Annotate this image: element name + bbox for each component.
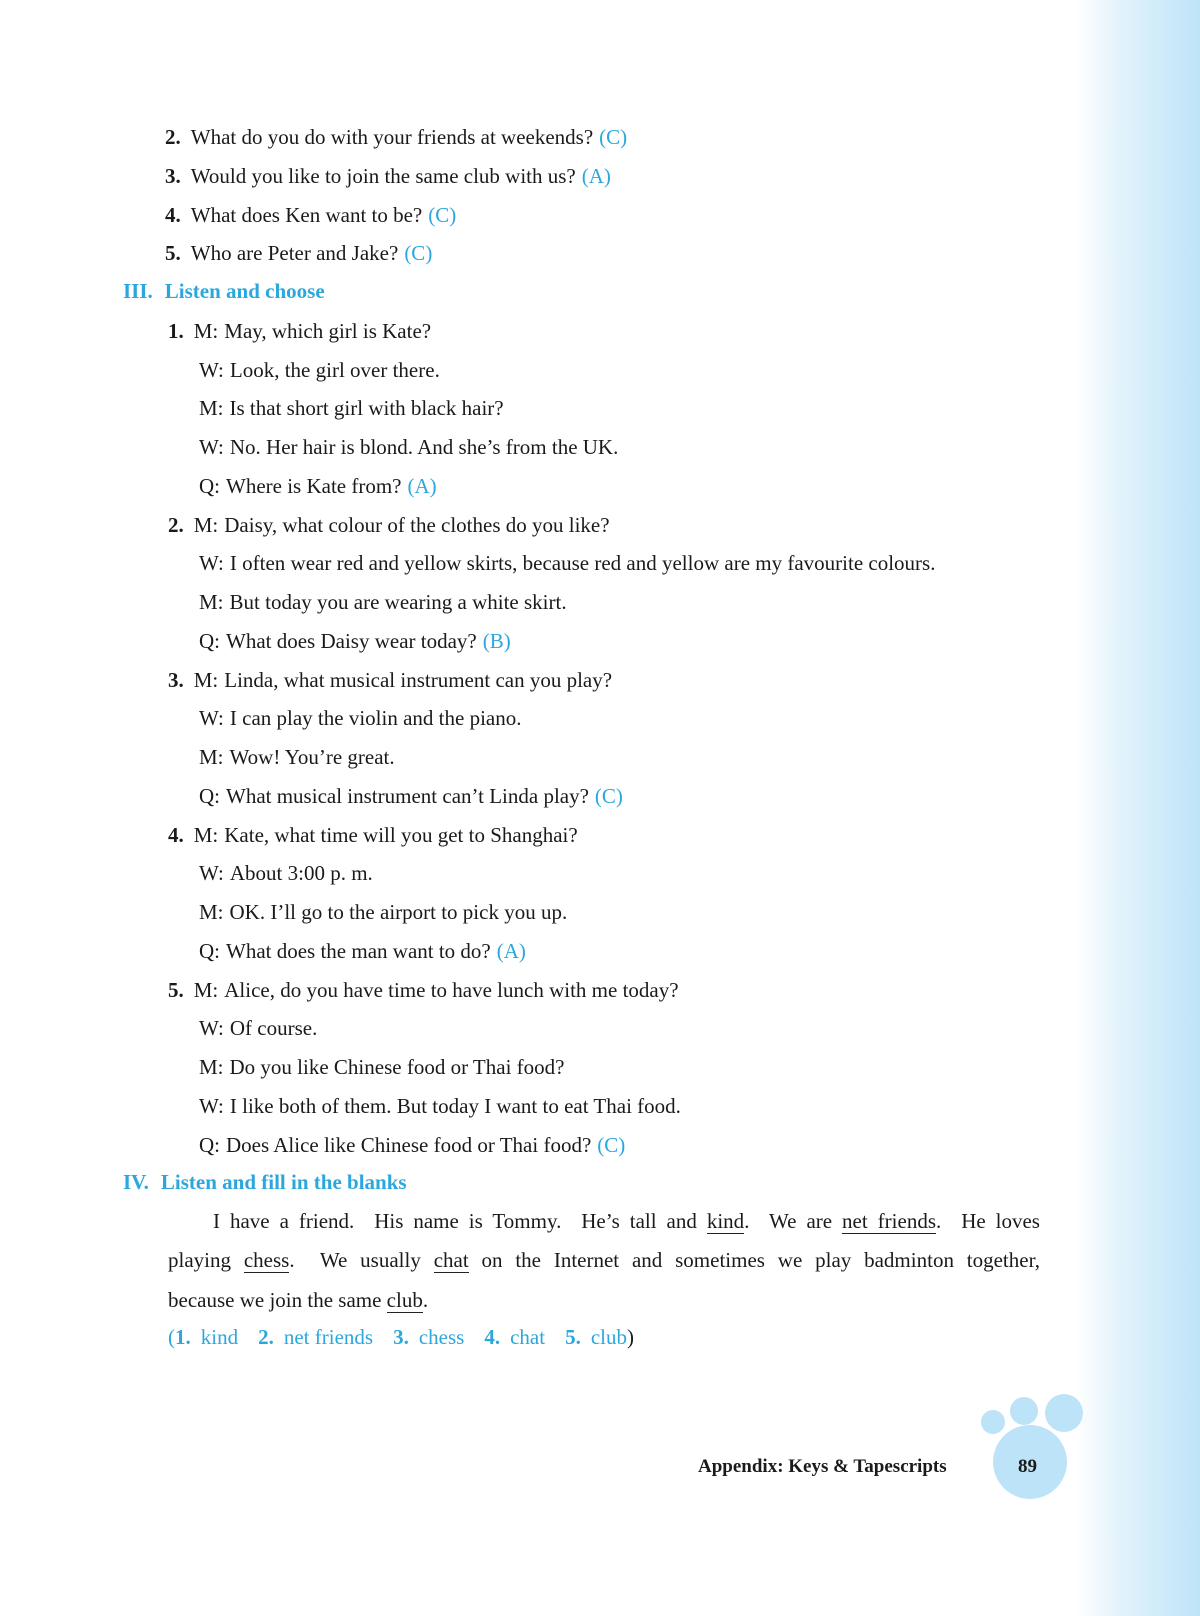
key-number: 3. [393,1325,409,1350]
speaker-label: M: [193,822,219,847]
passage-line [168,1287,428,1313]
answer-choice: (C) [597,1132,626,1157]
section-heading [123,279,325,304]
dialogue-text: Wow! You’re great. [229,745,395,769]
dialogue-text: May, which girl is Kate? [224,318,432,343]
answer-choice: (C) [599,125,628,149]
filled-blank: club [386,1287,423,1312]
key-open-paren: ( [168,1325,175,1350]
answer-choice: (A) [407,473,437,498]
dialogue-line [199,395,504,421]
dialogue-number: 2. [168,512,184,537]
speaker-label: W: [199,551,224,576]
filled-blank: chess [243,1247,290,1272]
passage-text: on the Internet and sometimes we play badminton together, [468,1247,1040,1272]
question-line [165,202,456,228]
passage-text: I have a friend. His name is Tommy. He’s tall and [213,1209,707,1233]
dialogue-line [199,899,567,925]
dialogue-text: I like both of them. But today I want to eat Thai food. [229,1093,681,1118]
question-text: Would you like to join the same club with us? [190,163,576,188]
dialogue-line [168,977,679,1003]
dialogue-number: 4. [168,822,184,847]
key-word: kind [200,1325,239,1350]
key-item [258,1325,373,1349]
speaker-label: Q: [199,1132,220,1157]
filled-blank: net friends [842,1209,936,1233]
passage-line [213,1209,1040,1234]
speaker-label: W: [199,357,224,382]
key-number: 1. [175,1325,191,1350]
dialogue-line [168,667,612,693]
dialogue-line [199,589,567,615]
dialogue-line [168,512,610,538]
passage-line [168,1248,1040,1273]
section-title: Listen and choose [164,279,325,303]
question-number: 2. [165,125,181,149]
speaker-label: W: [199,435,224,459]
speaker-label: W: [199,1093,224,1118]
page-number: 89 [1018,1456,1037,1477]
dialogue-line [199,1015,317,1041]
key-item [565,1325,627,1349]
answer-key-line [168,1325,634,1350]
paw-print-icon [981,1410,1005,1434]
speaker-label: M: [199,396,224,421]
passage-text: . We usually [289,1247,434,1272]
speaker-label: Q: [199,783,220,808]
speaker-label: W: [199,861,224,886]
dialogue-text: Alice, do you have time to have lunch with me today? [224,977,679,1002]
dialogue-text: Daisy, what colour of the clothes do you like? [224,512,610,537]
passage-text: . [422,1287,429,1312]
passage-text: playing [168,1247,244,1272]
dialogue-text: Of course. [229,1016,318,1041]
key-item [484,1325,545,1349]
paw-print-icon [1010,1397,1038,1425]
passage-text: . We are [744,1209,843,1233]
dialogue-line [199,1054,564,1080]
dialogue-text: OK. I’ll go to the airport to pick you up. [229,900,568,924]
dialogue-text: Where is Kate from? [226,473,402,498]
dialogue-line [199,938,526,964]
speaker-label: M: [193,667,219,692]
speaker-label: Q: [199,628,220,653]
dialogue-line [168,318,431,344]
key-word: chess [418,1325,465,1350]
speaker-label: Q: [199,473,220,498]
dialogue-text: I often wear red and yellow skirts, because red and yellow are my favourite colours. [229,551,936,576]
section-numeral: IV. [123,1170,149,1195]
key-close-paren: ) [626,1325,634,1350]
paw-print-icon [1045,1394,1083,1432]
passage-text: because we join the same [168,1287,387,1312]
question-line [165,240,432,266]
speaker-label: Q: [199,938,220,963]
question-line [165,163,611,189]
question-number: 4. [165,202,181,227]
dialogue-number: 1. [168,318,184,343]
speaker-label: M: [199,900,224,924]
dialogue-line [199,783,623,809]
speaker-label: M: [199,1055,224,1079]
answer-choice: (A) [581,163,611,188]
dialogue-line [199,1132,625,1158]
key-item [175,1325,238,1349]
dialogue-line [199,744,395,770]
dialogue-line [199,473,437,499]
dialogue-text: About 3:00 p. m. [229,861,373,886]
key-word: club [590,1325,627,1350]
answer-choice: (B) [482,628,511,653]
key-number: 5. [565,1325,581,1350]
dialogue-text: Is that short girl with black hair? [229,396,504,421]
question-number: 5. [165,241,181,266]
dialogue-line [199,860,373,886]
dialogue-text: Look, the girl over there. [229,357,440,382]
answer-choice: (C) [594,783,623,808]
dialogue-text: I can play the violin and the piano. [229,706,522,731]
question-line [165,124,627,150]
speaker-label: M: [199,745,224,769]
dialogue-number: 3. [168,667,184,692]
key-number: 4. [484,1325,501,1350]
filled-blank: chat [433,1247,469,1272]
dialogue-text: Does Alice like Chinese food or Thai food? [226,1132,592,1157]
dialogue-line [199,434,618,460]
filled-blank: kind [706,1209,745,1233]
key-number: 2. [258,1325,274,1350]
answer-choice: (C) [428,202,457,227]
dialogue-text: Kate, what time will you get to Shanghai? [224,822,578,847]
dialogue-text: What does the man want to do? [226,938,491,963]
speaker-label: M: [193,318,219,343]
speaker-label: W: [199,706,224,731]
dialogue-text: What musical instrument can’t Linda play? [226,783,589,808]
answer-choice: (C) [404,241,433,266]
dialogue-line [199,705,521,731]
question-text: What does Ken want to be? [190,202,423,227]
dialogue-line [199,357,440,383]
dialogue-number: 5. [168,977,184,1002]
speaker-label: W: [199,1016,224,1041]
question-text: What do you do with your friends at weekends? [190,125,594,149]
section-title: Listen and fill in the blanks [160,1170,407,1195]
dialogue-text: But today you are wearing a white skirt. [229,590,567,614]
dialogue-text: Do you like Chinese food or Thai food? [229,1055,565,1079]
dialogue-line [199,628,511,654]
dialogue-text: No. Her hair is blond. And she’s from the UK. [229,435,619,459]
question-text: Who are Peter and Jake? [190,241,399,266]
dialogue-line [199,1093,681,1119]
key-word: net friends [283,1325,374,1350]
answer-choice: (A) [496,938,526,963]
key-word: chat [510,1325,546,1350]
side-gradient-strip [1075,0,1200,1616]
speaker-label: M: [199,590,224,614]
footer-title: Appendix: Keys & Tapescripts [698,1456,947,1477]
passage-text: . He loves [936,1209,1040,1233]
section-numeral: III. [123,279,153,303]
section-heading [123,1170,407,1195]
dialogue-line [199,550,935,576]
question-number: 3. [165,163,181,188]
speaker-label: M: [193,512,219,537]
dialogue-text: What does Daisy wear today? [226,628,477,653]
key-item [393,1325,464,1349]
speaker-label: M: [193,977,219,1002]
dialogue-text: Linda, what musical instrument can you play? [224,667,613,692]
dialogue-line [168,822,578,848]
